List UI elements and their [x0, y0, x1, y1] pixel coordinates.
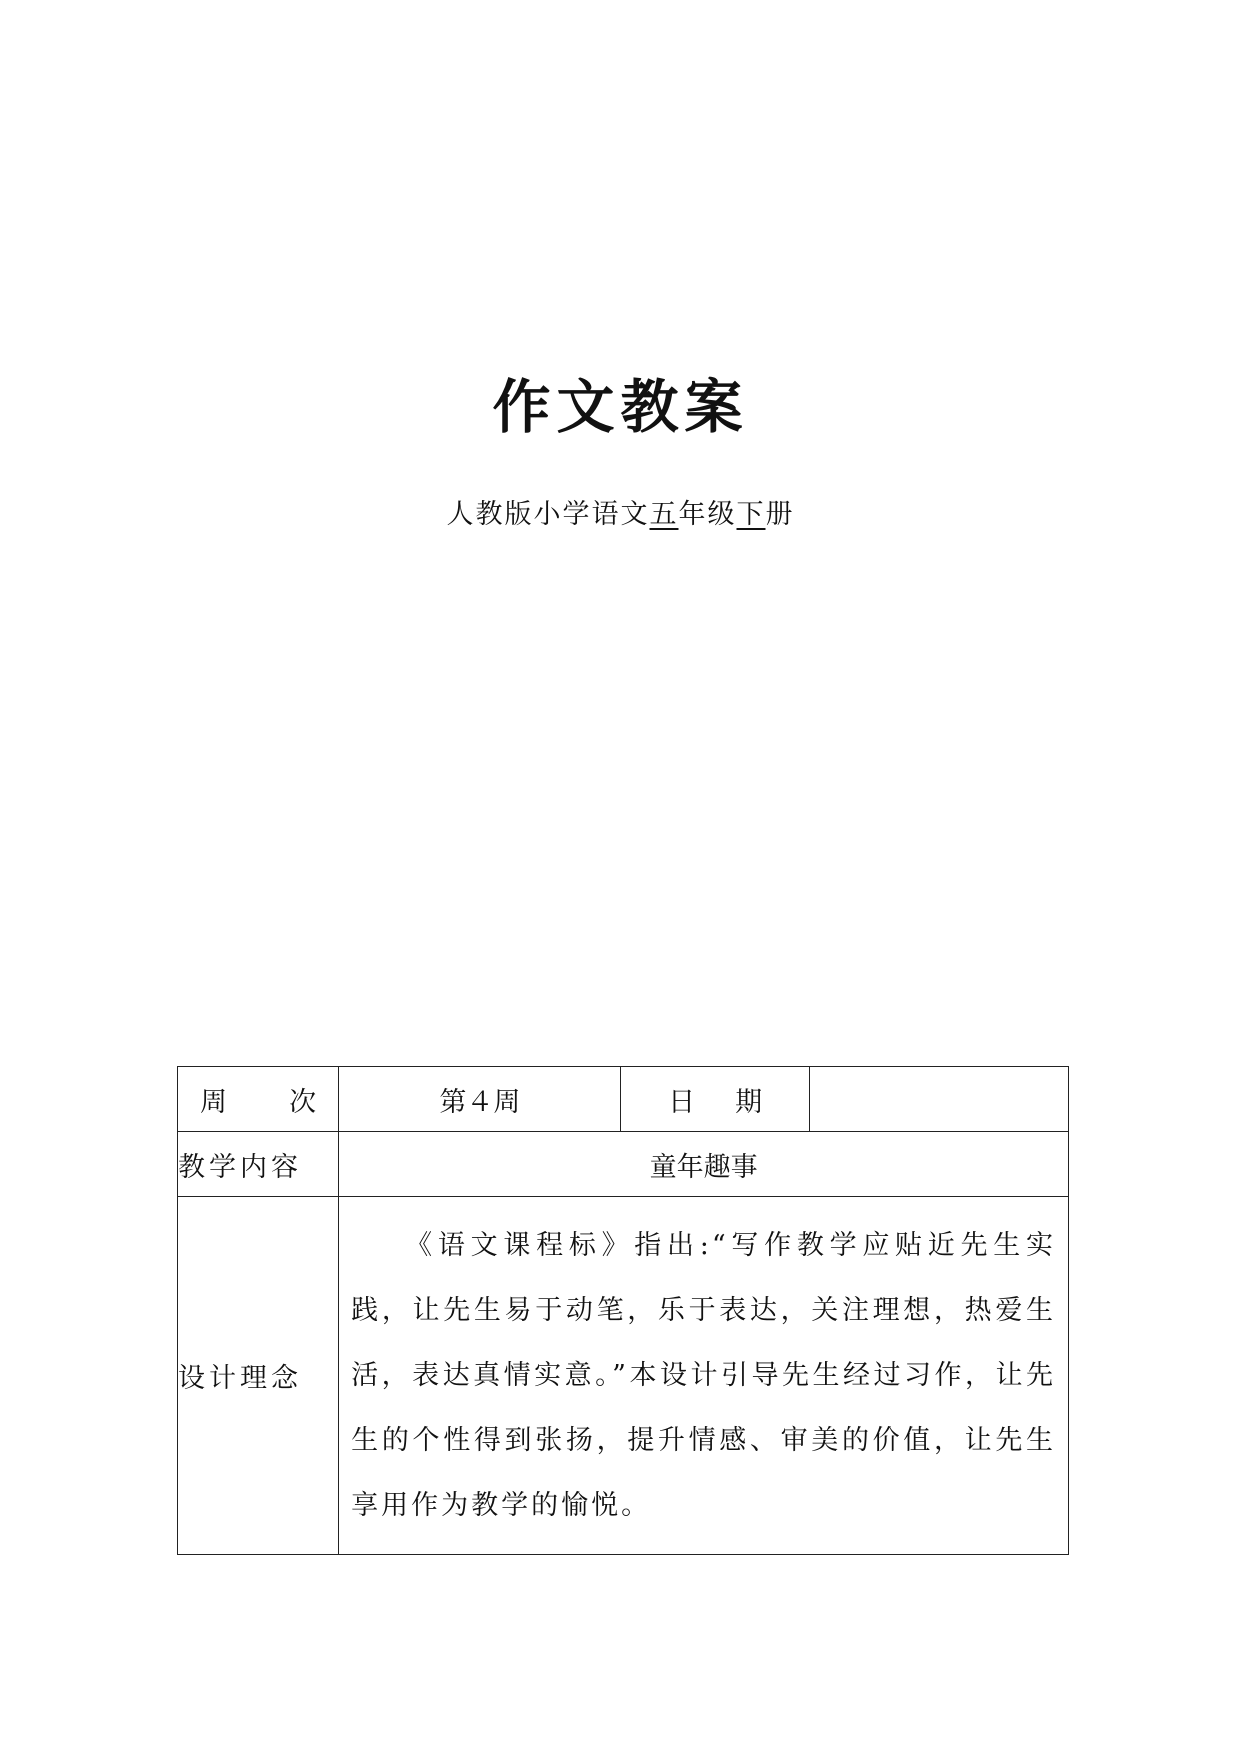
design-cell	[339, 1197, 1069, 1555]
week-label-cell	[178, 1067, 339, 1132]
design-text: 《语文课程标》指出:“写作教学应贴近先生实践，让先生易于动笔，乐于表达，关注理想，热爱生活，表达真情实意。”本设计引导先生经过习作，让先生的个性得到张扬，提升情感、审美的价值，让先生享用作为教学的愉悦。	[351, 1230, 1056, 1521]
table-row-week	[178, 1067, 1069, 1132]
table-row-content	[178, 1132, 1069, 1197]
week-label-right: 次	[289, 1086, 317, 1118]
design-label: 设计理念	[178, 1197, 339, 1555]
subtitle-suffix: 册	[765, 499, 795, 530]
subtitle-prefix: 人教版小学语文	[446, 499, 650, 530]
date-label-right: 期	[735, 1086, 763, 1118]
date-label-cell	[621, 1067, 809, 1132]
date-label-left: 日	[668, 1086, 696, 1118]
week-label-left: 周	[200, 1086, 227, 1118]
subtitle-grade: 五	[649, 499, 679, 530]
lesson-plan-table	[177, 1066, 1069, 1555]
content-label: 教学内容	[178, 1132, 339, 1197]
subtitle	[0, 492, 1241, 531]
page-title: 作文教案	[492, 373, 749, 441]
table-row-design	[178, 1197, 1069, 1555]
date-value	[809, 1067, 1068, 1132]
subtitle-term: 下	[736, 499, 766, 530]
subtitle-mid: 年级	[678, 499, 737, 530]
content-value: 童年趣事	[339, 1132, 1069, 1197]
week-value: 第４周	[339, 1067, 621, 1132]
